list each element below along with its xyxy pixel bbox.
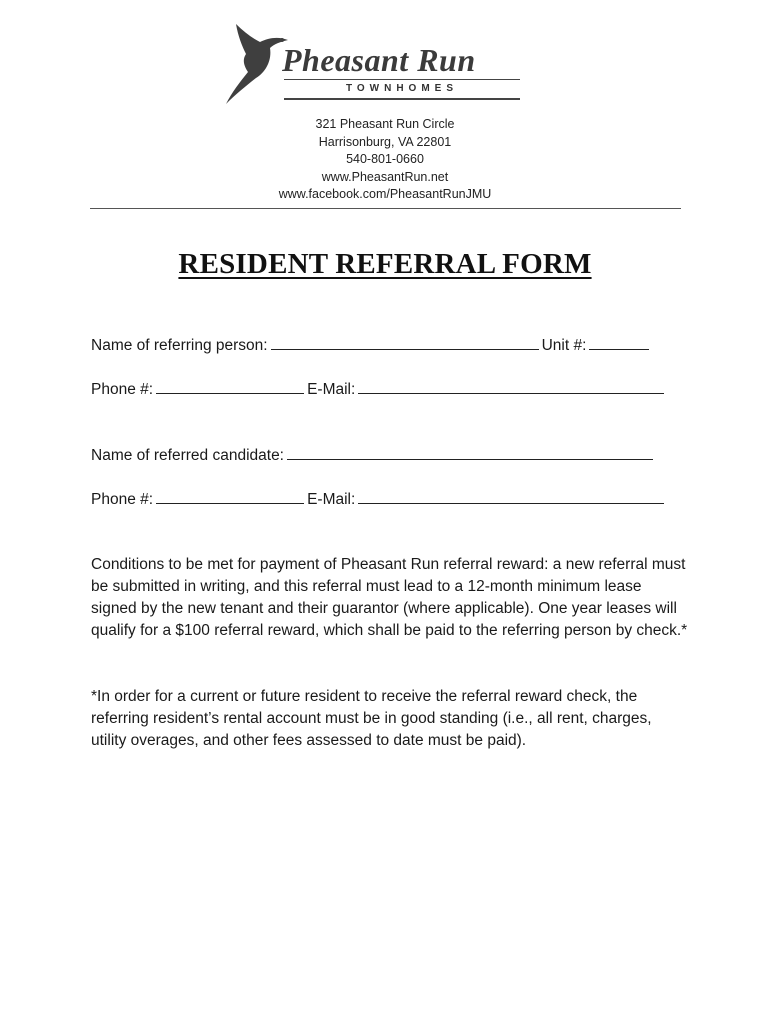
referred-phone-field[interactable]	[156, 488, 304, 504]
referred-phone-label: Phone #:	[91, 491, 154, 508]
unit-field[interactable]	[589, 334, 649, 350]
referred-name-field[interactable]	[287, 444, 653, 460]
referred-name-row	[91, 444, 691, 466]
referring-phone-label: Phone #:	[91, 381, 154, 398]
address-block	[0, 116, 770, 204]
header-divider	[90, 208, 681, 209]
referring-name-row	[91, 334, 691, 356]
address-city: Harrisonburg, VA 22801	[318, 134, 452, 149]
conditions-paragraph: Conditions to be met for payment of Pheasant Run referral reward: a new referral must be submitted in writing, and this referral must lead to a 12-month minimum lease signed by the new tenant and their guarantor (where applicable). One year leases will qualify for a $100 referral reward, which shall be paid to the referring person by check.*	[91, 556, 688, 639]
referring-email-label: E-Mail:	[307, 381, 356, 398]
referred-name-label: Name of referred candidate:	[91, 447, 284, 464]
address-street: 321 Pheasant Run Circle	[315, 117, 455, 131]
logo-rule	[284, 98, 520, 100]
pheasant-run-logo	[222, 20, 522, 104]
referring-name-label: Name of referring person:	[91, 337, 268, 354]
referred-contact-row	[91, 488, 691, 510]
referring-name-field[interactable]	[271, 334, 539, 350]
website-link[interactable]: www.PheasantRun.net	[321, 169, 449, 184]
referring-email-field[interactable]	[358, 378, 664, 394]
referring-contact-row	[91, 378, 691, 400]
logo-rule	[284, 79, 520, 80]
logo-name: Pheasant Run	[282, 42, 476, 78]
address-phone: 540-801-0660	[346, 152, 424, 166]
unit-label: Unit #:	[541, 337, 587, 354]
referring-phone-field[interactable]	[156, 378, 304, 394]
referred-email-field[interactable]	[358, 488, 664, 504]
form-title: RESIDENT REFERRAL FORM	[178, 248, 592, 280]
facebook-link[interactable]: www.facebook.com/PheasantRunJMU	[278, 187, 492, 201]
referred-email-label: E-Mail:	[307, 491, 356, 508]
footnote-paragraph: *In order for a current or future resident to receive the referral reward check, the referring resident’s rental account must be in good standing (i.e., all rent, charges, utility overages, and other fees assessed to date must be paid).	[91, 688, 652, 749]
logo-subtitle: TOWNHOMES	[345, 83, 459, 94]
